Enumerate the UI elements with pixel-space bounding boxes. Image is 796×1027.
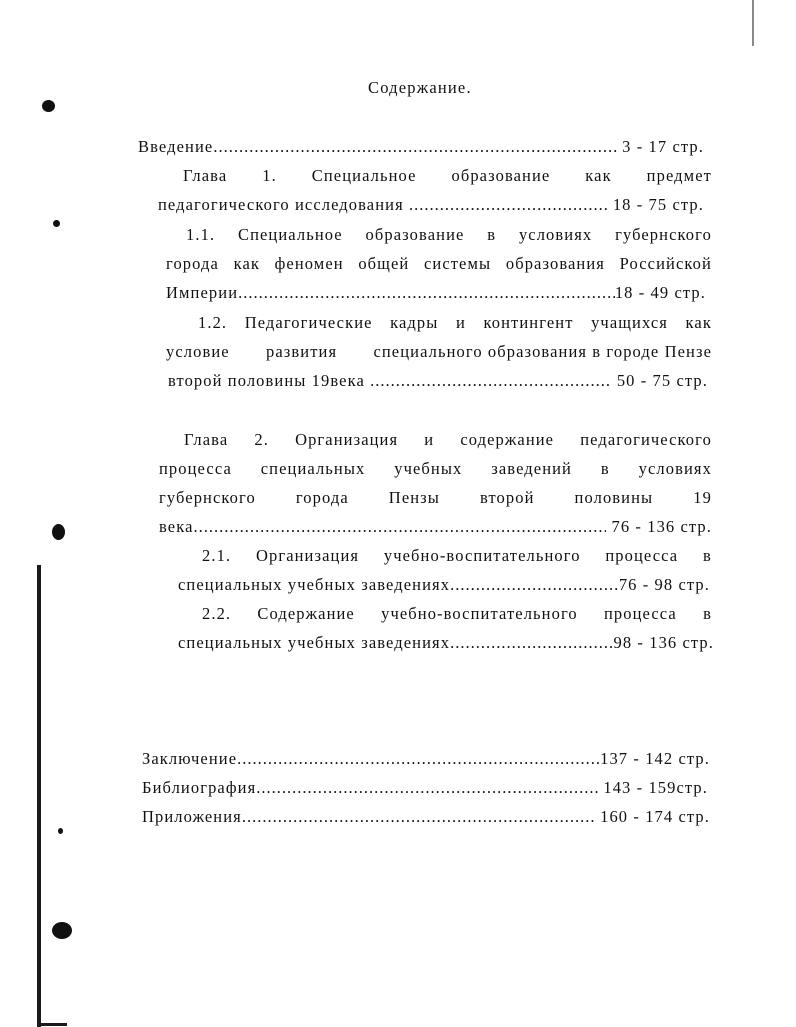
word: предмет — [646, 166, 712, 185]
word: и — [456, 313, 466, 332]
word: города — [166, 254, 219, 273]
word: Российской — [619, 254, 712, 273]
word: в — [703, 604, 712, 623]
page-title: Содержание. — [368, 78, 472, 97]
leader-dots — [194, 517, 607, 537]
toc-section-1-1-line-2 — [166, 254, 712, 274]
toc-pages: 18 - 49 стр. — [614, 283, 706, 302]
word: контингент — [483, 313, 574, 332]
toc-pages: 18 - 75 стр. — [612, 195, 704, 214]
word: учебно-воспитательного — [383, 546, 581, 565]
leader-dots — [242, 807, 595, 827]
leader-dots — [237, 749, 600, 769]
word: общей — [358, 254, 410, 273]
toc-label: специальных учебных заведениях — [178, 633, 451, 652]
toc-label: Приложения — [142, 807, 242, 826]
toc-section-1-1-line-1 — [186, 225, 712, 245]
toc-section-2-1-line-1 — [202, 546, 712, 566]
word: 2.2. — [202, 604, 232, 623]
word: Пензы — [388, 488, 440, 507]
word: кадры — [390, 313, 439, 332]
toc-pages: 76 - 98 стр. — [618, 575, 710, 594]
toc-label: Библиография — [142, 778, 257, 797]
word: процесса — [605, 546, 679, 565]
word: губернского — [615, 225, 712, 244]
ink-blot — [42, 100, 55, 112]
toc-entry-introduction — [138, 137, 704, 157]
word: развития — [266, 342, 338, 361]
word: учебно-воспитательного — [381, 604, 578, 623]
ink-blot — [52, 524, 65, 540]
word: образования — [505, 254, 605, 273]
word: учебных — [394, 459, 463, 478]
toc-section-1-2-line-1 — [198, 313, 712, 333]
word: процесса — [159, 459, 232, 478]
ink-blot — [52, 922, 72, 939]
word: в — [487, 225, 497, 244]
word: в — [703, 546, 712, 565]
leader-dots — [409, 195, 608, 215]
toc-section-2-1-line-2 — [178, 575, 710, 595]
word: в — [600, 459, 610, 478]
word: феномен — [274, 254, 344, 273]
word: 19 — [693, 488, 712, 507]
toc-label: второй половины 19века — [168, 371, 371, 390]
word: условие — [166, 342, 230, 361]
word: содержание — [460, 430, 555, 449]
word: города — [295, 488, 349, 507]
toc-section-1-2-line-3 — [168, 371, 708, 391]
scan-edge-mark-top — [752, 0, 754, 46]
toc-chapter-2-line-4 — [159, 517, 712, 537]
word: как — [685, 313, 712, 332]
word: образование — [451, 166, 551, 185]
word: педагогического — [580, 430, 712, 449]
leader-dots — [450, 575, 619, 595]
toc-pages: 137 - 142 стр. — [600, 749, 710, 768]
word: 2.1. — [202, 546, 232, 565]
leader-dots — [450, 633, 613, 653]
scan-edge-mark — [37, 565, 41, 1027]
leader-dots — [256, 778, 598, 798]
toc-label: Введение — [138, 137, 214, 156]
toc-chapter-1-line-2 — [158, 195, 704, 215]
toc-section-1-2-line-2 — [166, 342, 712, 362]
toc-entry-conclusion — [142, 749, 710, 769]
toc-pages: 76 - 136 стр. — [611, 517, 712, 536]
toc-label: специальных учебных заведениях — [178, 575, 451, 594]
word: 1. — [262, 166, 277, 185]
toc-pages: 3 - 17 стр. — [622, 137, 704, 156]
word: Глава — [184, 430, 229, 449]
toc-chapter-2-line-1 — [184, 430, 712, 450]
ink-blot — [58, 828, 63, 834]
word: условиях — [518, 225, 593, 244]
leader-dots — [213, 137, 617, 157]
toc-chapter-2-line-3 — [159, 488, 712, 508]
ink-blot — [53, 220, 60, 227]
word: Содержание — [257, 604, 355, 623]
toc-pages: 98 - 136 стр. — [613, 633, 714, 652]
toc-pages: 160 - 174 стр. — [600, 807, 710, 826]
word: как — [233, 254, 260, 273]
toc-pages: 143 - 159стр. — [603, 778, 708, 797]
word: Организация — [295, 430, 399, 449]
word: 1.2. — [198, 313, 228, 332]
toc-chapter-2-line-2 — [159, 459, 712, 479]
word: учащихся — [591, 313, 668, 332]
toc-section-2-2-line-1 — [202, 604, 712, 624]
word: Педагогические — [244, 313, 373, 332]
word: образование — [365, 225, 465, 244]
word: условиях — [638, 459, 712, 478]
toc-label: Империи — [166, 283, 239, 302]
word: второй — [479, 488, 535, 507]
word: Организация — [255, 546, 360, 565]
leader-dots — [238, 283, 615, 303]
scan-edge-mark-bottom — [37, 1023, 67, 1026]
toc-label: Заключение — [142, 749, 238, 768]
toc-label: века — [159, 517, 194, 536]
word: половины — [574, 488, 654, 507]
word: процесса — [603, 604, 677, 623]
toc-entry-appendices — [142, 807, 710, 827]
word: специальных — [260, 459, 366, 478]
toc-section-1-1-line-3 — [166, 283, 706, 303]
word: губернского — [159, 488, 256, 507]
word: Специальное — [237, 225, 343, 244]
toc-section-2-2-line-2 — [178, 633, 714, 653]
toc-entry-bibliography — [142, 778, 708, 798]
word: как — [585, 166, 612, 185]
word: 1.1. — [186, 225, 216, 244]
word: заведений — [491, 459, 572, 478]
word: 2. — [254, 430, 269, 449]
toc-label: педагогического исследования — [158, 195, 410, 214]
word: специального образования в городе Пензе — [373, 342, 712, 361]
toc-pages: 50 - 75 стр. — [616, 371, 708, 390]
word: Специальное — [311, 166, 417, 185]
word: Глава — [183, 166, 228, 185]
toc-chapter-1-line-1 — [183, 166, 712, 186]
word: и — [424, 430, 435, 449]
leader-dots — [370, 371, 612, 391]
word: системы — [423, 254, 492, 273]
